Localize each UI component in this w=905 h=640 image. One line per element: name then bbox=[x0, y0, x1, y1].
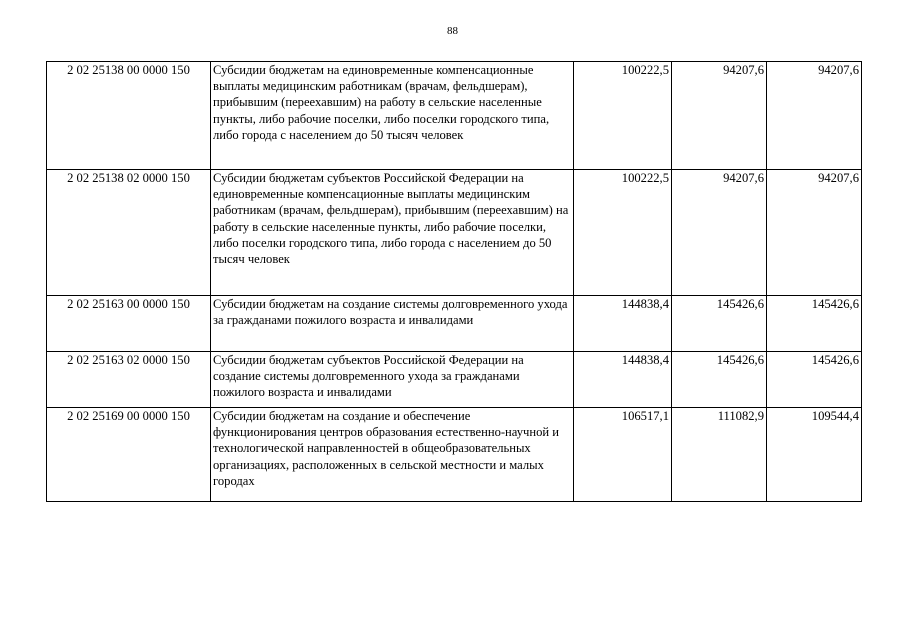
description-cell: Субсидии бюджетам на создание системы долговременного ухода за гражданами пожилого возраста и инвалидами bbox=[211, 296, 574, 352]
value-cell-1: 106517,1 bbox=[574, 408, 672, 502]
budget-table bbox=[46, 61, 862, 502]
value-cell-1: 144838,4 bbox=[574, 352, 672, 408]
page-number: 88 bbox=[447, 25, 458, 37]
description-cell: Субсидии бюджетам субъектов Российской Федерации на создание системы долговременного ухода за гражданами пожилого возраста и инвалидами bbox=[211, 352, 574, 408]
table-row bbox=[47, 352, 862, 408]
value-cell-2: 145426,6 bbox=[672, 352, 767, 408]
value-cell-2: 111082,9 bbox=[672, 408, 767, 502]
description-cell: Субсидии бюджетам на единовременные компенсационные выплаты медицинским работникам (врачам, фельдшерам), прибывшим (переехавшим) на работу в сельские населенные пункты, либо рабочие поселки, либо поселки городского типа, либо города с населением до 50 тысяч человек bbox=[211, 62, 574, 170]
table-row bbox=[47, 170, 862, 296]
budget-code-cell: 2 02 25138 00 0000 150 bbox=[47, 62, 211, 170]
value-cell-1: 144838,4 bbox=[574, 296, 672, 352]
description-cell: Субсидии бюджетам на создание и обеспечение функционирования центров образования естественно-научной и технологической направленностей в общеобразовательных организациях, расположенных в сельской местности и малых городах bbox=[211, 408, 574, 502]
value-cell-2: 145426,6 bbox=[672, 296, 767, 352]
value-cell-1: 100222,5 bbox=[574, 62, 672, 170]
budget-code-cell: 2 02 25169 00 0000 150 bbox=[47, 408, 211, 502]
value-cell-2: 94207,6 bbox=[672, 170, 767, 296]
budget-code-cell: 2 02 25138 02 0000 150 bbox=[47, 170, 211, 296]
value-cell-3: 145426,6 bbox=[767, 352, 862, 408]
value-cell-3: 109544,4 bbox=[767, 408, 862, 502]
value-cell-2: 94207,6 bbox=[672, 62, 767, 170]
value-cell-3: 145426,6 bbox=[767, 296, 862, 352]
budget-code-cell: 2 02 25163 00 0000 150 bbox=[47, 296, 211, 352]
table-row bbox=[47, 62, 862, 170]
description-cell: Субсидии бюджетам субъектов Российской Федерации на единовременные компенсационные выплаты медицинским работникам (врачам, фельдшерам), прибывшим (переехавшим) на работу в сельские населенные пункты, либо рабочие поселки, либо поселки городского типа, либо города с населением до 50 тысяч человек bbox=[211, 170, 574, 296]
value-cell-3: 94207,6 bbox=[767, 62, 862, 170]
budget-code-cell: 2 02 25163 02 0000 150 bbox=[47, 352, 211, 408]
table-row bbox=[47, 408, 862, 502]
table-row bbox=[47, 296, 862, 352]
value-cell-3: 94207,6 bbox=[767, 170, 862, 296]
value-cell-1: 100222,5 bbox=[574, 170, 672, 296]
